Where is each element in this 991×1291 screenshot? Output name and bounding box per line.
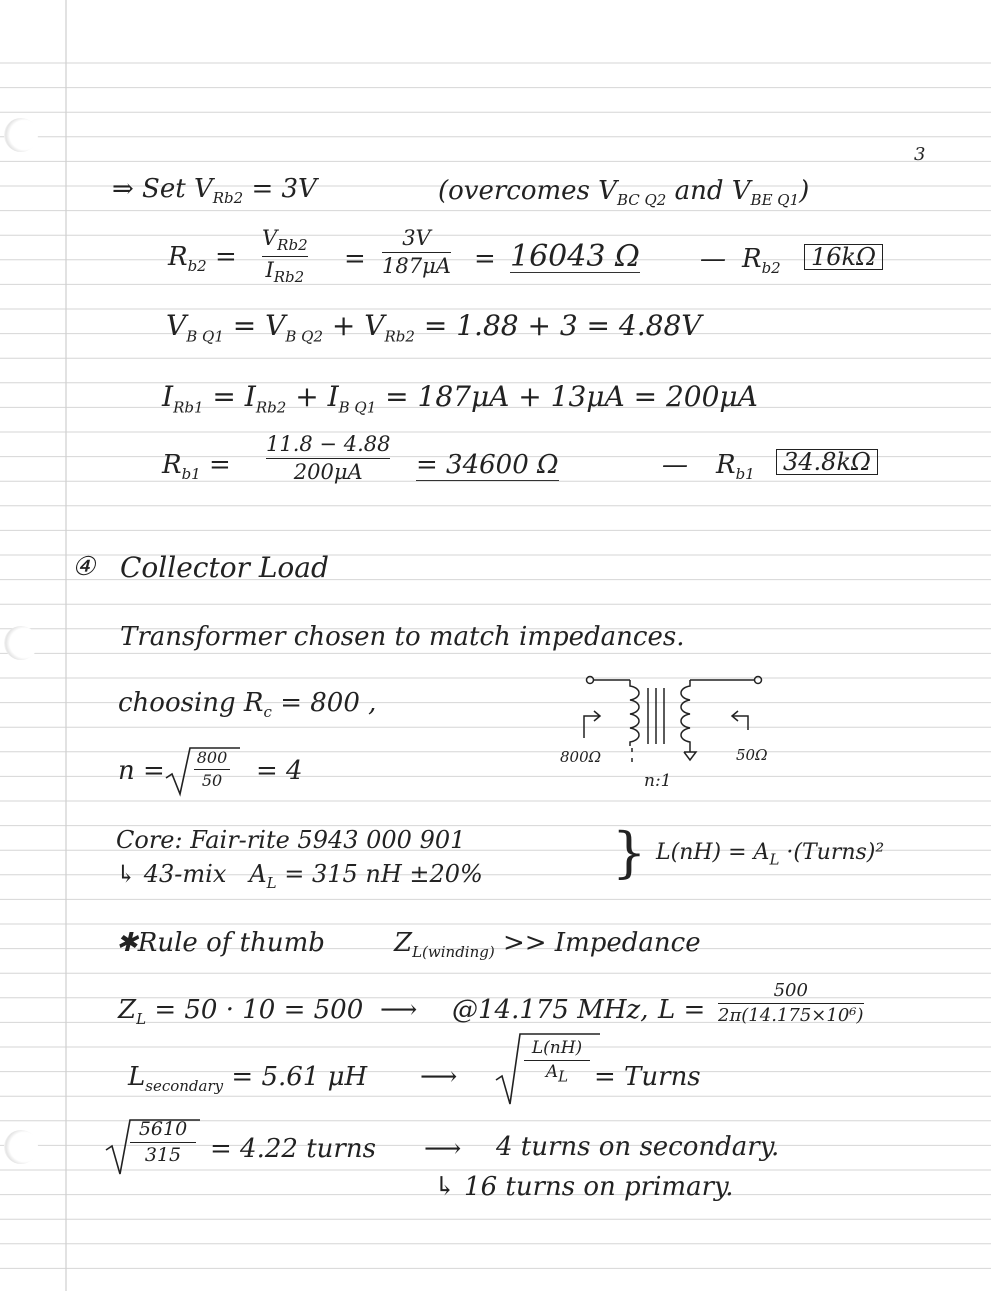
punch-hole xyxy=(4,1130,38,1164)
rb1-fraction: 11.8 − 4.88 200μA xyxy=(266,432,391,484)
rb1-lhs: $R_{b1}$ = xyxy=(162,450,231,484)
set-vrb2-note: (overcomes $V_{BC Q2}$ and $V_{BE Q1}$) xyxy=(438,176,810,210)
turns-arrow: ⟶ xyxy=(424,1134,462,1164)
turns-calc: = 4.22 turns xyxy=(210,1134,376,1164)
turns-ratio-label: n:1 xyxy=(644,771,672,791)
section-4-title: Collector Load xyxy=(120,551,329,584)
zl-arrow: ⟶ xyxy=(380,995,418,1025)
rb2-fraction-2: 3V 187μA xyxy=(382,226,451,278)
rb1-result-eq: = 34600 Ω xyxy=(416,450,559,480)
inductance-formula: $L(nH) = A_L$ ·(Turns)² xyxy=(656,840,885,869)
primary-impedance-label: 800Ω xyxy=(560,748,602,766)
core-line-1: Core: Fair-rite 5943 000 901 xyxy=(116,826,466,854)
rb2-result: 16043 Ω xyxy=(510,239,640,274)
punch-hole xyxy=(4,626,38,660)
lsec-arrow: ⟶ xyxy=(420,1062,458,1092)
page-number: 3 xyxy=(914,144,926,165)
transformer-note: Transformer chosen to match impedances. xyxy=(120,622,685,652)
sqrt-5610-fraction: 5610 315 xyxy=(130,1120,196,1165)
rule-of-thumb-statement: $Z_{L(winding)}$ >> Impedance xyxy=(394,928,701,962)
l-secondary: $L_{secondary} = 5.61$ μH xyxy=(128,1062,368,1096)
frequency: @14.175 MHz, xyxy=(452,995,649,1025)
primary-turns: ↳ 16 turns on primary. xyxy=(434,1172,734,1202)
set-vrb2-line: ⇒ Set $V_{Rb2} = 3V$ xyxy=(112,174,317,208)
punch-hole xyxy=(4,118,38,152)
vbq1-equation: $V_{B Q1} = V_{B Q2} + V_{Rb2} = 1.88 + 3 = 4.88V$ xyxy=(166,309,702,346)
choosing-rc: choosing $R_c = 800$ , xyxy=(118,688,377,722)
core-line-2: ↳ 43-mix $A_L = 315$ nH ±20% xyxy=(116,860,483,892)
turns-result: = Turns xyxy=(594,1062,701,1092)
rb1-dash: — xyxy=(662,450,688,480)
rb2-chosen-value: 16kΩ xyxy=(804,244,883,270)
rb2-eq-3: = xyxy=(474,244,496,274)
rb1-chosen-value: 34.8kΩ xyxy=(776,449,878,475)
turns-fraction: L(nH) $A_L$ xyxy=(524,1040,590,1084)
l-fraction: 500 2π(14.175×10⁶) xyxy=(718,980,864,1026)
rb2-lhs: $R_{b2}$ = xyxy=(168,242,237,276)
l-eq: L = xyxy=(658,995,706,1025)
section-4-marker: ④ xyxy=(72,552,96,582)
rb2-chosen-label: $R_{b2}$ xyxy=(742,244,781,278)
rb1-chosen-label: $R_{b1}$ xyxy=(716,450,755,484)
transformer-diagram xyxy=(560,668,820,798)
n-fraction: 800 50 xyxy=(194,750,230,789)
n-result: = 4 xyxy=(256,756,303,786)
secondary-impedance-label: 50Ω xyxy=(736,746,768,764)
rb2-fraction-1: $V_{Rb2}$ $I_{Rb2}$ xyxy=(262,226,308,287)
rb2-dash: — xyxy=(700,244,726,274)
rb2-eq-2: = xyxy=(344,244,366,274)
core-brace: } xyxy=(612,821,647,884)
irb1-equation: $I_{Rb1} = I_{Rb2} + I_{B Q1} = 187\mu A + 13\mu A = 200\mu A$ xyxy=(162,380,758,417)
n-lhs: n = xyxy=(118,756,165,786)
rule-of-thumb: ✱Rule of thumb xyxy=(116,928,325,958)
zl-equation: $Z_L = 50 \cdot 10 = 500$ xyxy=(118,995,364,1029)
secondary-turns: 4 turns on secondary. xyxy=(496,1132,780,1162)
